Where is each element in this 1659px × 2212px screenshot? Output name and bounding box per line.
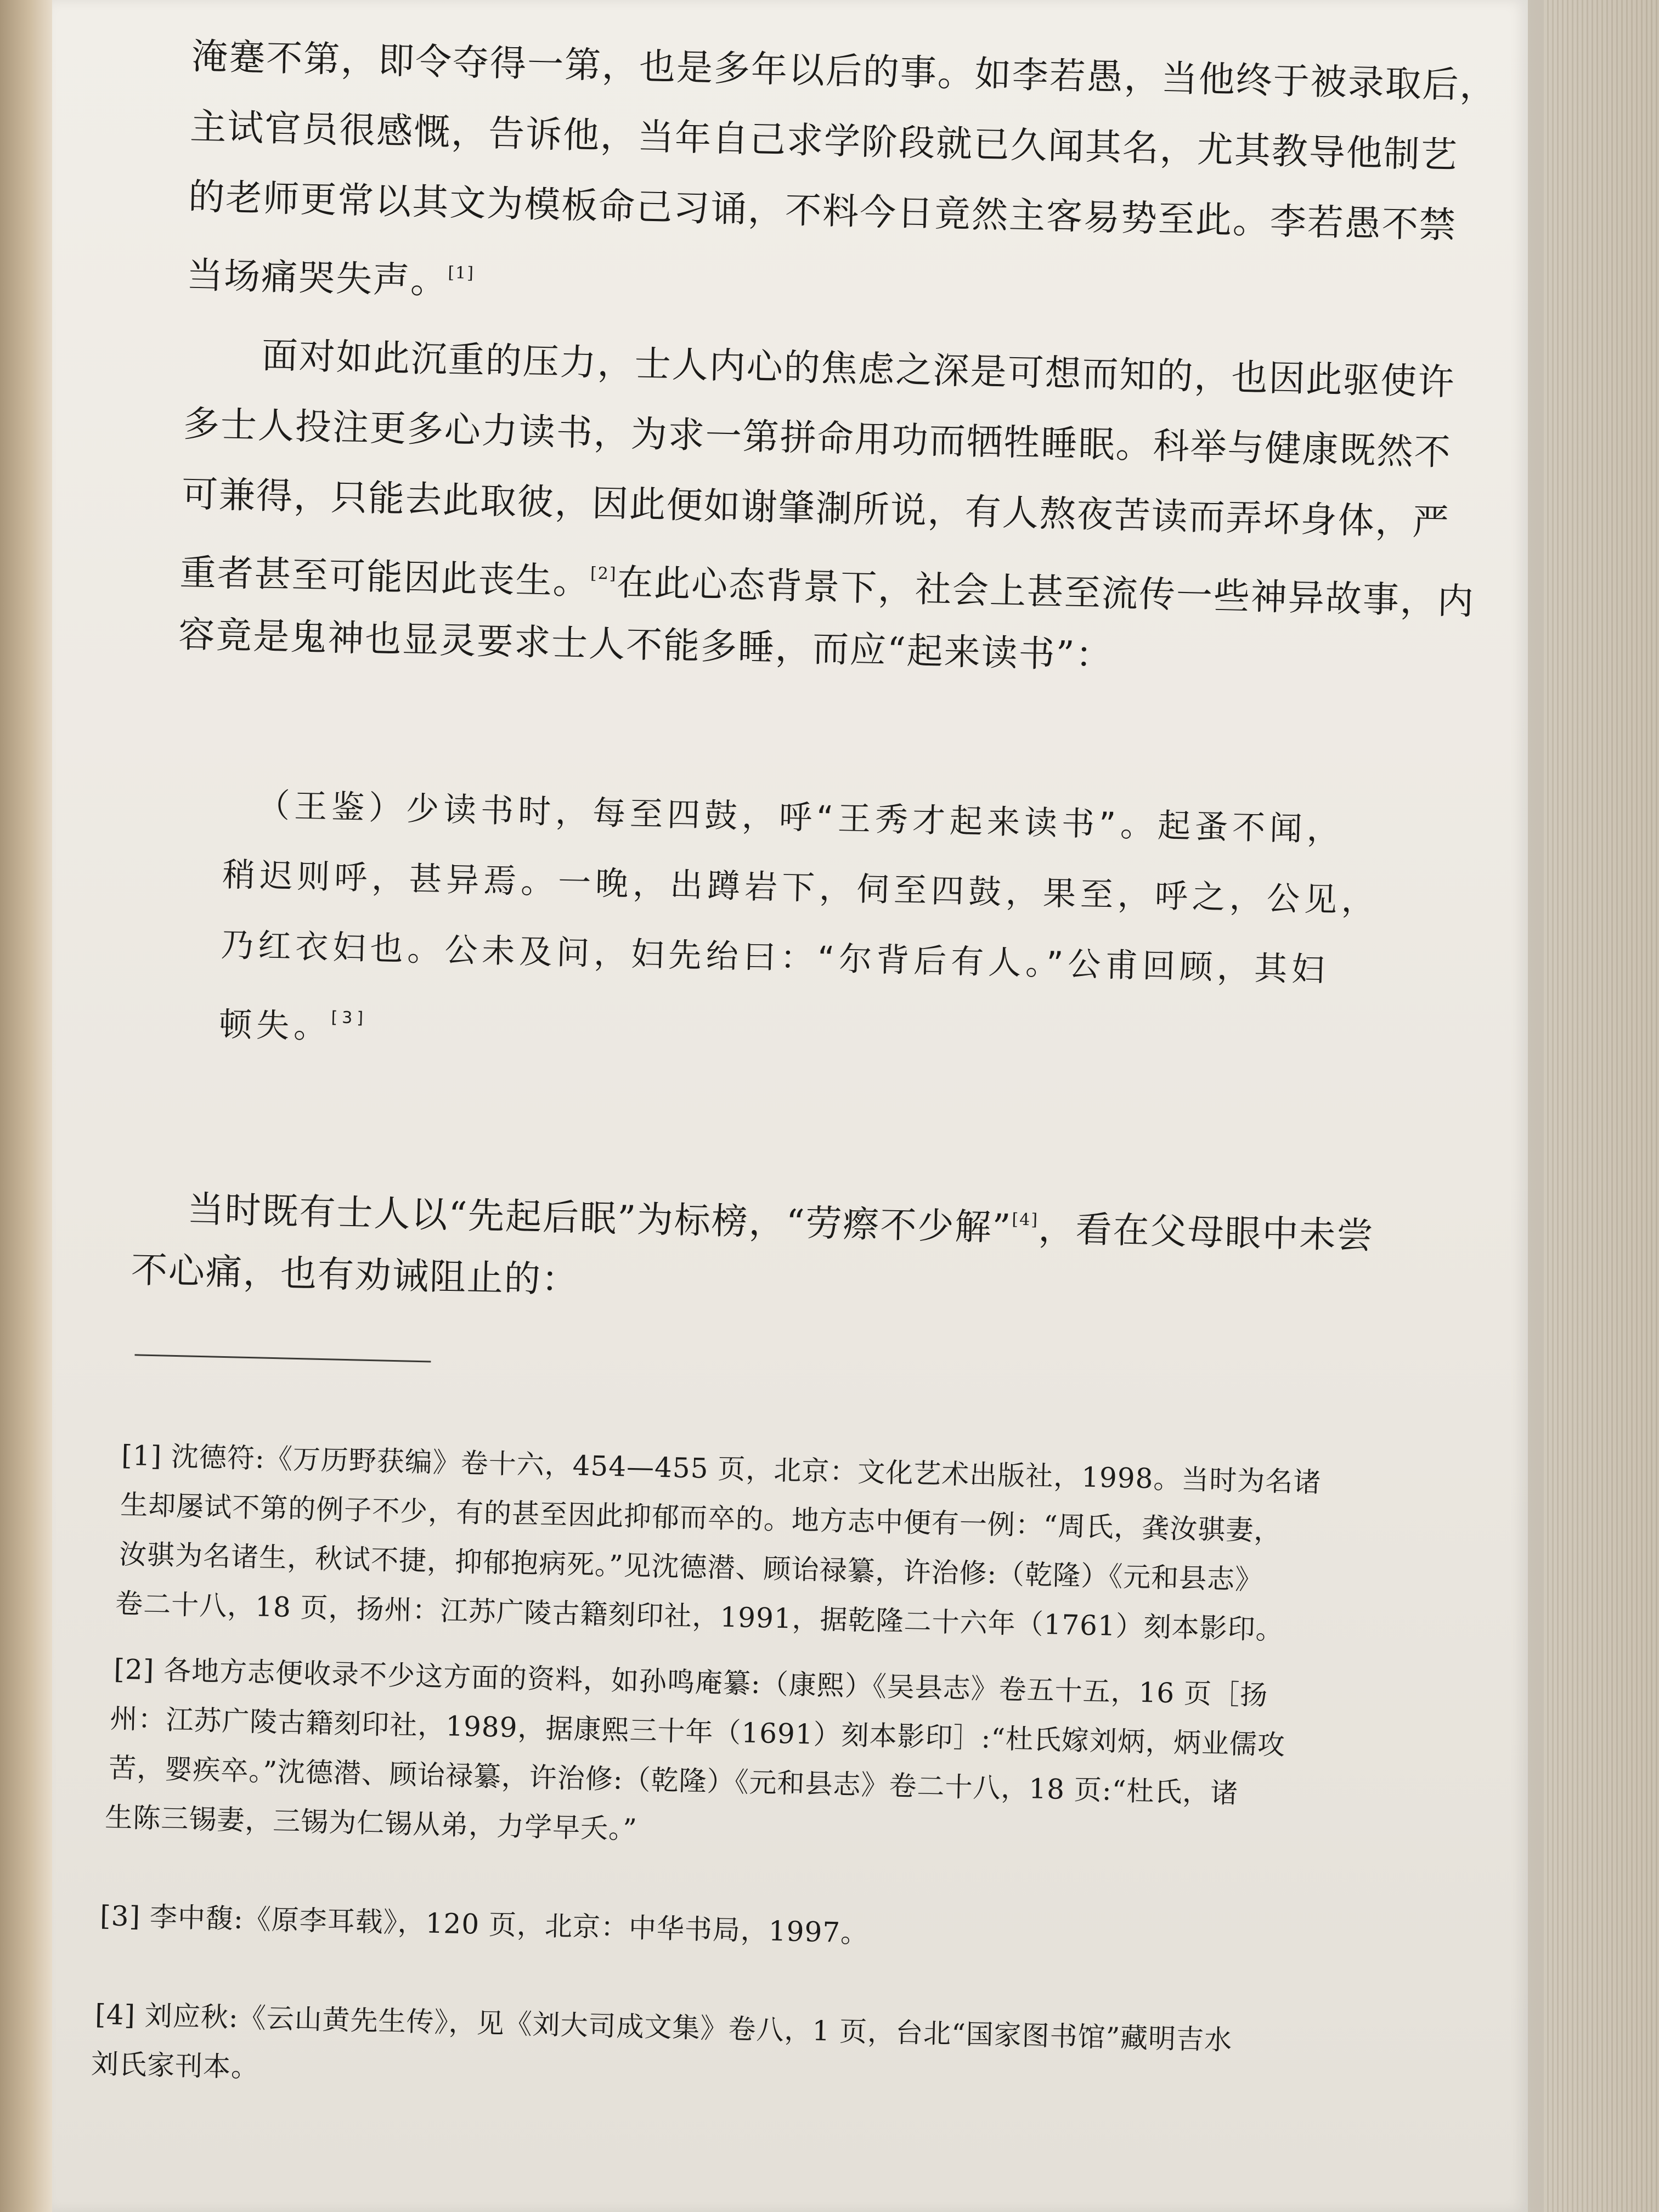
text-line: 容竟是鬼神也显灵要求士人不能多睡，而应“起来读书”： bbox=[178, 613, 1114, 677]
text-line: 的老师更常以其文为模板命己习诵，不料今日竟然主客易势至此。李若愚不禁 bbox=[188, 175, 1457, 247]
quote-line: 稍迟则呼，甚异焉。一晚，出蹲岩下，伺至四鼓，果至，呼之，公见， bbox=[222, 855, 1379, 921]
footnote-line: [4] 刘应秋:《云山黄先生传》，见《刘大司成文集》卷八，1 页，台北“国家图书馆”藏明吉水 bbox=[94, 1998, 1233, 2056]
footnote-line: 生陈三锡妻，三锡为仁锡从弟，力学早夭。” bbox=[104, 1801, 638, 1846]
footnote-line: 生却屡试不第的例子不少，有的甚至因此抑郁而卒的。地方志中便有一例：“周氏，龚汝骐妻， bbox=[120, 1488, 1283, 1547]
footnote-ref: [3] bbox=[331, 1008, 368, 1028]
text-run: ，看在父母眼中未尝 bbox=[1037, 1207, 1375, 1257]
footnote-line: 苦，婴疾卒。”沈德潜、顾诒禄纂，许治修:（乾隆）《元和县志》卷二十八，18 页:“杜氏，诸 bbox=[108, 1752, 1239, 1810]
text-line bbox=[186, 249, 475, 302]
quote-line: 乃红衣妇也。公未及问，妇先绐曰：“尔背后有人。”公甫回顾，其妇 bbox=[220, 926, 1329, 990]
footnote-separator bbox=[134, 1354, 431, 1362]
text-run: 当场痛哭失声。 bbox=[186, 253, 448, 302]
text-line bbox=[179, 546, 1475, 623]
text-line bbox=[187, 1183, 1375, 1257]
page-stack-edge bbox=[1527, 0, 1659, 2212]
footnote-line: [3] 李中馥:《原李耳载》，120 页，北京：中华书局，1997。 bbox=[99, 1900, 869, 1949]
footnote-line: [2] 各地方志便收录不少这方面的资料，如孙鸣庵纂:（康熙）《吴县志》卷五十五，16 页［扬 bbox=[113, 1653, 1268, 1712]
text-line: 面对如此沉重的压力，士人内心的焦虑之深是可想而知的，也因此驱使许 bbox=[261, 334, 1456, 404]
text-run: 当时既有士人以“先起后眠”为标榜，“劳瘵不少解” bbox=[187, 1188, 1013, 1249]
text-line: 多士人投注更多心力读书，为求一第拼命用功而牺牲睡眠。科举与健康既然不 bbox=[183, 402, 1452, 474]
text-line: 不心痛，也有劝诫阻止的： bbox=[131, 1249, 579, 1301]
footnote-line: 汝骐为名诸生，秋试不捷，抑郁抱病死。”见沈德潜、顾诒禄纂，许治修:（乾隆）《元和县志》 bbox=[119, 1538, 1263, 1596]
text-run: 在此心态背景下，社会上甚至流传一些神异故事，内 bbox=[616, 561, 1475, 623]
adjacent-page-edge bbox=[0, 0, 52, 2212]
main-text bbox=[91, 35, 1574, 2084]
footnote-line: 卷二十八，18 页，扬州：江苏广陵古籍刻印社，1991，据乾隆二十六年（1761）刻本影印。 bbox=[115, 1587, 1284, 1646]
text-run: 重者甚至可能因此丧生。 bbox=[179, 551, 591, 603]
book-page bbox=[52, 0, 1528, 2212]
page-stack-lines bbox=[1544, 0, 1659, 2212]
footnote-line: 刘氏家刊本。 bbox=[91, 2047, 259, 2084]
footnote-line: 州：江苏广陵古籍刻印社，1989，据康熙三十年（1691）刻本影印］:“杜氏嫁刘炳，炳业儒攻 bbox=[109, 1702, 1286, 1762]
footnote-line: [1] 沈德符:《万历野获编》卷十六，454—455 页，北京：文化艺术出版社，1998。当时为名诸 bbox=[121, 1439, 1322, 1499]
text-line: 淹蹇不第，即令夺得一第，也是多年以后的事。如李若愚，当他终于被录取后， bbox=[191, 35, 1498, 107]
quote-line: （王鉴）少读书时，每至四鼓，呼“王秀才起来读书”。起蚤不闻， bbox=[256, 786, 1345, 850]
quote-line bbox=[218, 997, 368, 1047]
text-line: 主试官员很感慨，告诉他，当年自己求学阶段就已久闻其名，尤其教导他制艺 bbox=[189, 105, 1459, 177]
footnote-ref: [1] bbox=[448, 263, 475, 283]
footnote-ref: [4] bbox=[1012, 1210, 1039, 1230]
footnote-ref: [2] bbox=[590, 563, 617, 584]
text-line: 可兼得，只能去此取彼，因此便如谢肇淛所说，有人熬夜苦读而弄坏身体，严 bbox=[181, 472, 1451, 544]
text-run: 顿失。 bbox=[218, 1005, 331, 1047]
